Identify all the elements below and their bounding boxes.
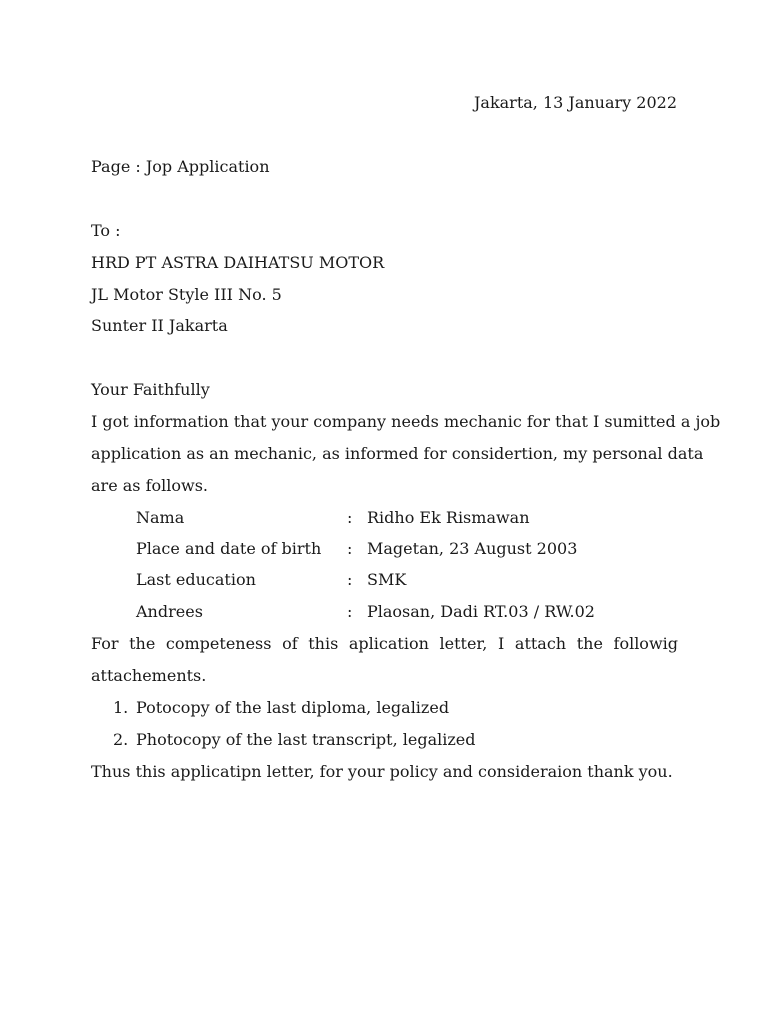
field-colon: : — [347, 508, 353, 527]
attachment-paragraph-line: attachements. — [91, 666, 207, 685]
intro-paragraph-line: I got information that your company needs mechanic for that I sumitted a job — [91, 412, 721, 431]
field-value: Ridho Ek Rismawan — [367, 508, 530, 527]
attachment-paragraph-line: For the competeness of this aplication letter, I attach the followig — [91, 634, 678, 653]
list-number: 1. — [113, 698, 129, 717]
recipient-line: Sunter II Jakarta — [91, 316, 228, 335]
list-text: Photocopy of the last transcript, legalized — [136, 730, 476, 749]
closing-sentence: Thus this applicatipn letter, for your policy and consideraion thank you. — [91, 762, 673, 781]
field-value: Magetan, 23 August 2003 — [367, 539, 578, 558]
letter-date: Jakarta, 13 January 2022 — [473, 93, 677, 112]
list-text: Potocopy of the last diploma, legalized — [136, 698, 450, 717]
field-value: Plaosan, Dadi RT.03 / RW.02 — [367, 602, 595, 621]
letter-subject: Page : Jop Application — [91, 157, 270, 176]
field-colon: : — [347, 539, 353, 558]
intro-paragraph-line: are as follows. — [91, 476, 208, 495]
recipient-line: JL Motor Style III No. 5 — [91, 285, 282, 304]
to-label: To : — [91, 221, 121, 240]
field-label: Last education — [136, 570, 256, 589]
field-label: Nama — [136, 508, 185, 527]
intro-paragraph-line: application as an mechanic, as informed for considertion, my personal data — [91, 444, 704, 463]
field-label: Place and date of birth — [136, 539, 322, 558]
salutation: Your Faithfully — [91, 380, 210, 399]
list-number: 2. — [113, 730, 129, 749]
field-label: Andrees — [136, 602, 203, 621]
field-colon: : — [347, 602, 353, 621]
field-value: SMK — [367, 570, 407, 589]
field-colon: : — [347, 570, 353, 589]
recipient-line: HRD PT ASTRA DAIHATSU MOTOR — [91, 253, 385, 272]
